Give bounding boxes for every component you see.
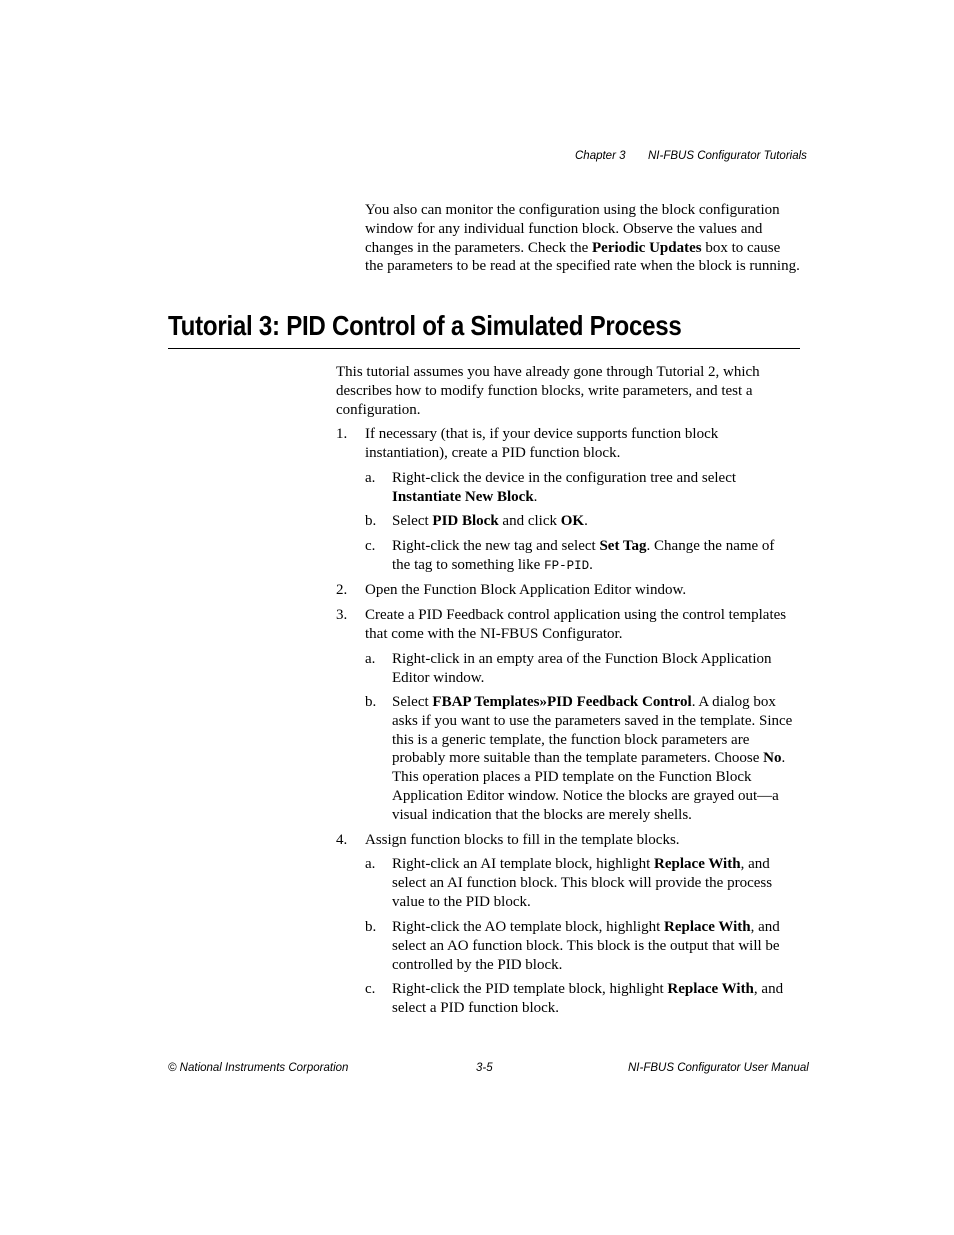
- step-1c-text: Right-click the new tag and select Set Tag. Change the name of the tag to something like FP-PID.: [392, 538, 775, 573]
- step-1c-label: c.: [365, 538, 376, 554]
- step-4-number: 4.: [336, 832, 348, 848]
- step-2-text: Open the Function Block Application Editor window.: [365, 582, 687, 598]
- step-4c-label: c.: [365, 981, 376, 997]
- tag-name-code: FP-PID: [544, 558, 590, 573]
- step-3a-text: Right-click in an empty area of the Function Block Application Editor window.: [392, 651, 772, 686]
- step-2-number: 2.: [336, 582, 348, 598]
- step-4a-label: a.: [365, 856, 376, 872]
- step-1-text: If necessary (that is, if your device supports function block instantiation), create a PID function block.: [365, 426, 719, 461]
- footer-page-number: 3-5: [476, 1062, 493, 1074]
- step-3a-label: a.: [365, 651, 376, 667]
- footer-copyright: © National Instruments Corporation: [168, 1062, 349, 1074]
- step-3-number: 3.: [336, 607, 348, 623]
- step-3-text: Create a PID Feedback control application using the control templates that come with the NI-FBUS Configurator.: [365, 607, 787, 642]
- step-1a-label: a.: [365, 470, 376, 486]
- step-1b-label: b.: [365, 513, 377, 529]
- step-4b-text: Right-click the AO template block, highlight Replace With, and select an AO function block. This block is the output that will be controlled by the PID block.: [392, 919, 780, 973]
- step-4b-label: b.: [365, 919, 377, 935]
- lead-paragraph: This tutorial assumes you have already gone through Tutorial 2, which describes how to modify function blocks, write parameters, and test a configuration.: [336, 364, 760, 418]
- step-4-text: Assign function blocks to fill in the template blocks.: [365, 832, 680, 848]
- step-1b-text: Select PID Block and click OK.: [392, 513, 588, 529]
- step-4c-text: Right-click the PID template block, highlight Replace With, and select a PID function block.: [392, 981, 784, 1016]
- header-section: NI-FBUS Configurator Tutorials: [648, 150, 807, 162]
- step-4a-text: Right-click an AI template block, highlight Replace With, and select an AI function block. This block will provide the process value to the PID block.: [392, 856, 773, 910]
- step-1-number: 1.: [336, 426, 348, 442]
- step-1a-text: Right-click the device in the configuration tree and select Instantiate New Block.: [392, 470, 737, 505]
- footer-manual-title: NI-FBUS Configurator User Manual: [628, 1062, 809, 1074]
- periodic-updates-term: Periodic Updates: [592, 239, 702, 256]
- header-chapter: Chapter 3: [575, 150, 626, 162]
- heading-rule: [168, 348, 800, 349]
- step-3b-label: b.: [365, 694, 377, 710]
- page-title: Tutorial 3: PID Control of a Simulated Process: [168, 310, 682, 341]
- step-3b-text: Select FBAP Templates»PID Feedback Control. A dialog box asks if you want to use the parameters saved in the template. Since this is a generic template, the function block parameters are probably more suitable than the template parameters. Choose No. This operation places a PID template on the Function Block Application Editor window. Notice the blocks are grayed out—a visual indication that the blocks are merely shells.: [392, 694, 793, 823]
- intro-paragraph: You also can monitor the configuration using the block configuration window for any individual function block. Observe the values and changes in the parameters. Check the Periodic Updates box to cause the parameters to be read at the specified rate when the block is running.: [365, 202, 800, 275]
